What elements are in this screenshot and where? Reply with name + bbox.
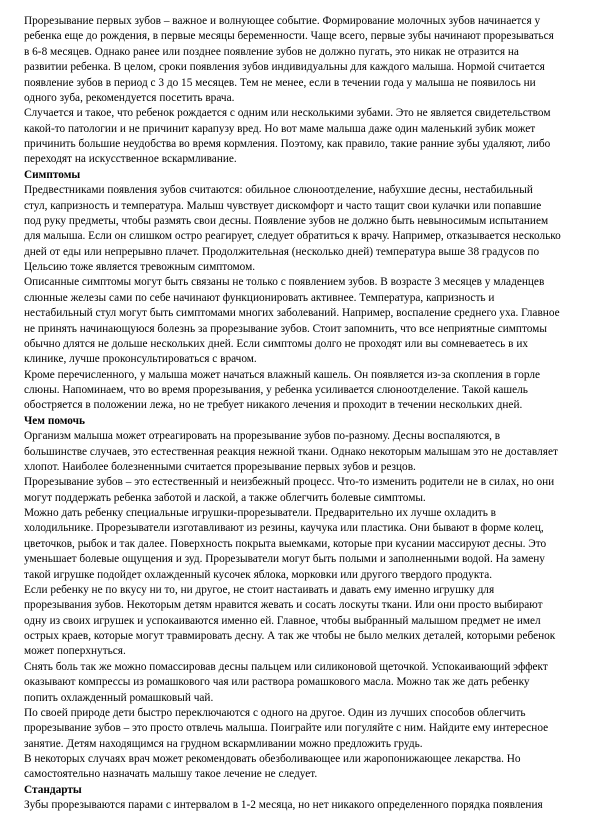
text-line: появление зубов в период с 3 до 15 месяцев. Тем не менее, если в течении года у малыша не появилось ни bbox=[24, 76, 536, 89]
text-line: клинике, лучше проконсультироваться с врачом. bbox=[24, 353, 257, 366]
text-line: одну из своих игрушек и успокаиваются именно ей. Главное, чтобы выбранный малышом предмет не имел bbox=[24, 614, 541, 627]
text-line: в 6-8 месяцев. Однако ранее или позднее появление зубов не должно пугать, это никак не отразится на bbox=[24, 45, 519, 58]
text-line: ребенка еще до рождения, в первые месяцы беременности. Чаще всего, первые зубы начинают прорезываться bbox=[24, 30, 554, 43]
text-line: Можно дать ребенку специальные игрушки-прорезыватели. Предварительно их лучше охладить в bbox=[24, 507, 497, 519]
section-heading: Стандарты bbox=[24, 783, 82, 796]
text-line: слюны. Напоминаем, что во время прорезывания, у ребенка усиливается слюноотделение. Такой кашель bbox=[24, 384, 528, 396]
text-line: какой-то патологии и не причинит карапузу вред. Но вот маме малыша даже один маленький зубик может bbox=[24, 122, 536, 135]
text-line: Случается и такое, что ребенок рождается с одним или несколькими зубами. Это не является свидетельством bbox=[24, 107, 551, 120]
text-line: одного зуба, рекомендуется посетить врача. bbox=[24, 91, 235, 104]
text-line: Прорезывание первых зубов – важное и волнующее событие. Формирование молочных зубов начинается у bbox=[24, 15, 541, 27]
section-heading: Чем помочь bbox=[24, 414, 86, 427]
section-heading: Симптомы bbox=[24, 168, 81, 181]
text-line: Организм малыша может отреагировать на прорезывание зубов по-разному. Десны воспаляются, в bbox=[24, 430, 501, 443]
text-line: развитии ребенка. В целом, сроки появления зубов индивидуальны для каждого малыша. Нормой считается bbox=[24, 61, 545, 74]
text-line: не принять начинающуюся болезнь за прорезывание зубов. Стоит запомнить, что все неприятные симптомы bbox=[24, 322, 547, 335]
text-line: Зубы прорезываются парами с интервалом в 1-2 месяца, но нет никакого определенного порядка появления bbox=[24, 799, 543, 812]
text-line: под руку предметы, чтобы размять свои десны. Появление зубов не должно быть невыносимым испытанием bbox=[24, 214, 549, 227]
text-line: холодильнике. Прорезыватели изготавливают из резины, каучука или пластика. Они бывают в форме колец, bbox=[24, 522, 544, 535]
text-line: попить охлажденный ромашковый чай. bbox=[24, 691, 214, 704]
text-line: нестабильный стул могут быть симптомами многих заболеваний. Например, воспаление среднего уха. Главное bbox=[24, 307, 560, 320]
text-line: переходят на искусственное вскармливание. bbox=[24, 153, 237, 166]
text-line: В некоторых случаях врач может рекомендовать обезболивающее или жаропонижающее лекарства. Но bbox=[24, 753, 521, 765]
text-line: оказывают компрессы из ромашкового чая или раствора ромашкового масла. Можно так же дать ребенку bbox=[24, 676, 530, 689]
text-line: Кроме перечисленного, у малыша может начаться влажный кашель. Он появляется из-за скопления в горле bbox=[24, 368, 541, 381]
text-line: уменьшает болевые ощущения и зуд. Прорезыватели могут быть полыми и заполненными водой. На замену bbox=[24, 553, 545, 566]
text-line: прорезывания зубов. Некоторым детям нравится жевать и сосать лоскуты ткани. Или они просто выбирают bbox=[24, 599, 543, 612]
text-line: для малыша. Если он слишком остро реагирует, следует обратиться к врачу. Например, отказывается несколько bbox=[24, 230, 561, 243]
text-line: Описанные симптомы могут быть связаны не только с появлением зубов. В возрасте 3 месяцев у младенцев bbox=[24, 276, 545, 289]
text-line: такой игрушке подойдет охлажденный кусочек яблока, морковки или другого твердого продукта. bbox=[24, 568, 493, 581]
text-line: острых краев, которые могут травмировать десну. А так же чтобы не было мелких деталей, которыми ребенок bbox=[24, 630, 556, 642]
text-line: Если ребенку не по вкусу ни то, ни другое, не стоит настаивать и давать ему именно игрушку для bbox=[24, 583, 495, 596]
text-line: Снять боль так же можно помассировав десны пальцем или силиконовой щеточкой. Успокаивающий эффект bbox=[24, 660, 548, 673]
text-line: может поперхнуться. bbox=[24, 645, 126, 658]
text-line: самостоятельно назначать малышу такое лечение не следует. bbox=[24, 768, 318, 781]
text-line: прорезывание зубов – это просто отвлечь малыша. Поиграйте или погуляйте с ним. Найдите ему интересное bbox=[24, 722, 549, 735]
text-line: слюнные железы сами по себе начинают функционировать активнее. Температура, капризность и bbox=[24, 291, 495, 304]
text-line: обостряется в положении лежа, но не требует никакого лечения и проходит в течении нескольких дней. bbox=[24, 399, 523, 412]
text-line: дней от еды или непрерывно плачет. Продолжительная (несколько дней) температура выше 38 градусов по bbox=[24, 245, 540, 258]
text-line: хлопот. Наиболее болезненными считается прорезывание первых зубов и резцов. bbox=[24, 460, 416, 473]
text-line: занятие. Детям находящимся на грудном вскармливании можно предложить грудь. bbox=[24, 737, 423, 750]
text-line: цветочков, рыбок и так далее. Поверхность покрыта выемками, которые при кусании массируют десны. Это bbox=[24, 537, 547, 550]
text-line: Цельсию тоже является тревожным симптомом. bbox=[24, 261, 256, 273]
text-line: могут поддержать ребенка заботой и лаской, а также облегчить болевые симптомы. bbox=[24, 491, 426, 504]
text-line: Прорезывание зубов – это естественный и неизбежный процесс. Что-то изменить родители не в силах, но они bbox=[24, 476, 555, 489]
text-line: причинить большие неудобства во время кормления. Поэтому, как правило, такие ранние зубы удаляют, либо bbox=[24, 138, 551, 150]
text-line: Предвестниками появления зубов считаются: обильное слюноотделение, набухшие десны, нестабильный bbox=[24, 184, 533, 197]
text-line: По своей природе дети быстро переключаются с одного на другое. Один из лучших способов облегчить bbox=[24, 706, 526, 719]
text-line: стул, капризность и температура. Малыш чувствует дискомфорт и часто тащит свои кулачки или попавшие bbox=[24, 199, 542, 212]
text-line: большинстве случаев, это естественная реакция нежной ткани. Однако некоторым малышам это не доставляет bbox=[24, 445, 558, 458]
text-line: обычно длятся не дольше нескольких дней. Если симптомы долго не проходят или вы сомневаетесь в их bbox=[24, 337, 529, 350]
